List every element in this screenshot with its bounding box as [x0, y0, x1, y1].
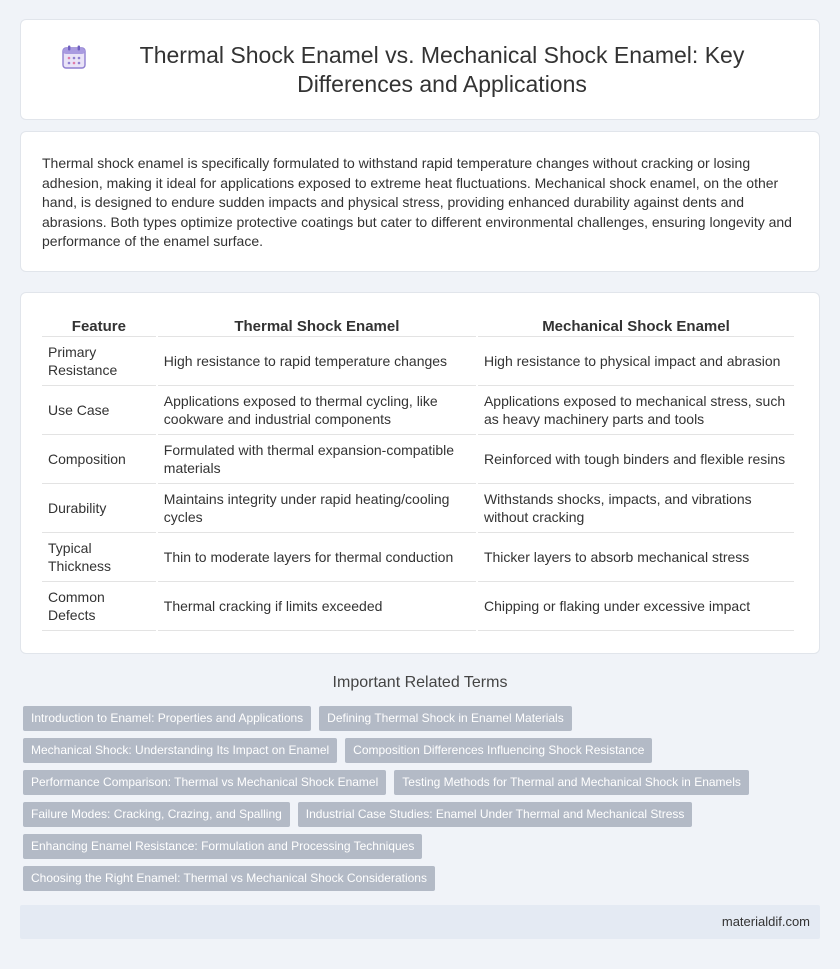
related-term-link[interactable]: Testing Methods for Thermal and Mechanical Shock in Enamels	[394, 770, 749, 795]
row-thermal: Maintains integrity under rapid heating/cooling cycles	[158, 484, 476, 533]
related-term-link[interactable]: Performance Comparison: Thermal vs Mechanical Shock Enamel	[23, 770, 386, 795]
related-terms-list	[23, 706, 803, 898]
row-mechanical: Thicker layers to absorb mechanical stress	[478, 533, 794, 582]
row-thermal: Formulated with thermal expansion-compatible materials	[158, 435, 476, 484]
title-card	[20, 19, 820, 120]
page-title: Thermal Shock Enamel vs. Mechanical Shock Enamel: Key Differences and Applications	[139, 41, 745, 97]
related-term-link[interactable]: Defining Thermal Shock in Enamel Materials	[319, 706, 572, 731]
row-thermal: Thermal cracking if limits exceeded	[158, 582, 476, 631]
row-mechanical: Chipping or flaking under excessive impact	[478, 582, 794, 631]
related-terms-heading: Important Related Terms	[332, 674, 508, 691]
related-term-link[interactable]: Industrial Case Studies: Enamel Under Thermal and Mechanical Stress	[298, 802, 693, 827]
intro-paragraph: Thermal shock enamel is specifically formulated to withstand rapid temperature changes without cracking or losing adhesion, making it ideal for applications exposed to extreme heat fluctuations. Mechanical shock enamel, on the other hand, is designed to endure sudden impacts and physical stress, providing enhanced durability against dents and abrasions. Both types optimize protective coatings but cater to different environmental challenges, ensuring longevity and performance of the enamel surface.	[42, 155, 792, 250]
table-header-row	[42, 313, 794, 337]
table-row	[42, 435, 794, 484]
row-feature: Use Case	[42, 386, 156, 435]
row-mechanical: Withstands shocks, impacts, and vibrations without cracking	[478, 484, 794, 533]
related-term-link[interactable]: Failure Modes: Cracking, Crazing, and Spalling	[23, 802, 290, 827]
row-feature: Common Defects	[42, 582, 156, 631]
row-feature: Primary Resistance	[42, 337, 156, 386]
calendar-icon	[61, 44, 87, 70]
related-term-link[interactable]: Mechanical Shock: Understanding Its Impact on Enamel	[23, 738, 337, 763]
table-row	[42, 337, 794, 386]
intro-card	[20, 131, 820, 272]
footer-site-link[interactable]: materialdif.com	[721, 914, 810, 929]
row-mechanical: High resistance to physical impact and abrasion	[478, 337, 794, 386]
footer	[20, 905, 820, 939]
related-term-link[interactable]: Composition Differences Influencing Shock Resistance	[345, 738, 652, 763]
related-term-link[interactable]: Enhancing Enamel Resistance: Formulation and Processing Techniques	[23, 834, 422, 859]
header-thermal: Thermal Shock Enamel	[158, 313, 476, 337]
row-feature: Typical Thickness	[42, 533, 156, 582]
row-thermal: Applications exposed to thermal cycling, like cookware and industrial components	[158, 386, 476, 435]
row-thermal: High resistance to rapid temperature changes	[158, 337, 476, 386]
comparison-table	[40, 313, 796, 631]
row-thermal: Thin to moderate layers for thermal conduction	[158, 533, 476, 582]
row-feature: Durability	[42, 484, 156, 533]
related-term-link[interactable]: Introduction to Enamel: Properties and Applications	[23, 706, 311, 731]
header-feature: Feature	[42, 313, 156, 337]
table-row	[42, 386, 794, 435]
header-mechanical: Mechanical Shock Enamel	[478, 313, 794, 337]
row-feature: Composition	[42, 435, 156, 484]
comparison-card	[20, 292, 820, 654]
row-mechanical: Applications exposed to mechanical stress, such as heavy machinery parts and tools	[478, 386, 794, 435]
table-row	[42, 582, 794, 631]
table-row	[42, 533, 794, 582]
row-mechanical: Reinforced with tough binders and flexible resins	[478, 435, 794, 484]
related-term-link[interactable]: Choosing the Right Enamel: Thermal vs Mechanical Shock Considerations	[23, 866, 435, 891]
table-row	[42, 484, 794, 533]
